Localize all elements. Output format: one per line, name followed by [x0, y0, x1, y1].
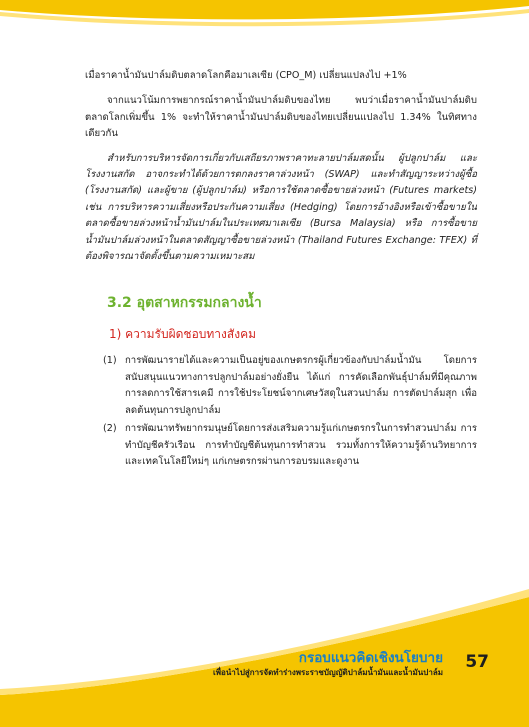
list-item-number: (2) [103, 423, 117, 435]
list-item-text: การพัฒนาทรัพยากรมนุษย์โดยการส่งเสริมความรู้แก่เกษตรกรในการทำสวนปาล์ม การทำบัญชีครัวเรือน การทำบัญชีต้นทุนการทำสวน รวมทั้งการให้ความรู้ด้านวิทยาการและเทคโนโลยีใหม่ๆ แก่เกษตรกรผ่านการอบรมและดูงาน [125, 423, 477, 467]
responsibility-list [85, 353, 477, 470]
list-item-text: การพัฒนารายได้และความเป็นอยู่ของเกษตรกรผู้เกี่ยวข้องกับปาล์มน้ำมัน โดยการสนับสนุนแนวทางการปลูกปาล์มอย่างยั่งยืน ได้แก่ การคัดเลือกพันธุ์ปาล์มที่มีคุณภาพ การลดการใช้สารเคมี การใช้ประโยชน์จากเศษวัสดุในสวนปาล์ม การตัดปาล์มสุก เพื่อลดต้นทุนการปลูกปาล์ม [125, 355, 477, 416]
footer-subtitle: เพื่อนำไปสู่การจัดทำร่างพระราชบัญญัติปาล์มน้ำมันและน้ำมันปาล์ม [213, 668, 443, 677]
footer-title: กรอบแนวคิดเชิงนโยบาย [298, 650, 443, 666]
paragraph-cpo-change: เมื่อราคาน้ำมันปาล์มดิบตลาดโลกคือมาเลเซีย (CPO_M) เปลี่ยนแปลงไป +1% [85, 70, 407, 81]
paragraph-forecast: จากแนวโน้มการพยากรณ์ราคาน้ำมันปาล์มดิบของไทย พบว่าเมื่อราคาน้ำมันปาล์มดิบตลาดโลกเพิ่มขึ้น 1% จะทำให้ราคาน้ำมันปาล์มดิบของไทยเปลี่ยนแปลงไป 1.34% ในทิศทางเดียวกัน [85, 95, 477, 140]
top-yellow-swoosh [0, 0, 529, 40]
subsection-title: 1) ความรับผิดชอบทางสังคม [109, 327, 257, 342]
section-title: 3.2 อุตสาหกรรมกลางน้ำ [107, 295, 262, 312]
paragraph-price-stability: สำหรับการบริหารจัดการเกี่ยวกับเสถียรภาพราคาทะลายปาล์มสดนั้น ผู้ปลูกปาล์ม และ โรงงานสกัด อาจกระทำได้ด้วยการตกลงราคาล่วงหน้า (SWAP) และทำสัญญาระหว่างผู้ซื้อ (โรงงานสกัด) และผู้ขาย (ผู้ปลูกปาล์ม) หรือการใช้ตลาดซื้อขายล่วงหน้า (Futures markets) เช่น การบริหารความเสี่ยงหรือประกันความเสี่ยง (Hedging) โดยการอ้างอิงหรือเข้าซื้อขายในตลาดซื้อขายล่วงหน้าน้ำมันปาล์มในประเทศมาเลเซีย (Bursa Malaysia) หรือ การซื้อขายน้ำมันปาล์มล่วงหน้าในตลาดสัญญาซื้อขายล่วงหน้า (Thailand Futures Exchange: TFEX) ที่ต้องพิจารณาจัดตั้งขึ้นตามความเหมาะสม [85, 152, 477, 263]
list-item [85, 353, 477, 419]
list-item-number: (1) [103, 355, 117, 367]
page-footer [213, 650, 489, 679]
list-item [85, 421, 477, 470]
page-number: 57 [465, 652, 489, 672]
document-body [85, 68, 477, 472]
